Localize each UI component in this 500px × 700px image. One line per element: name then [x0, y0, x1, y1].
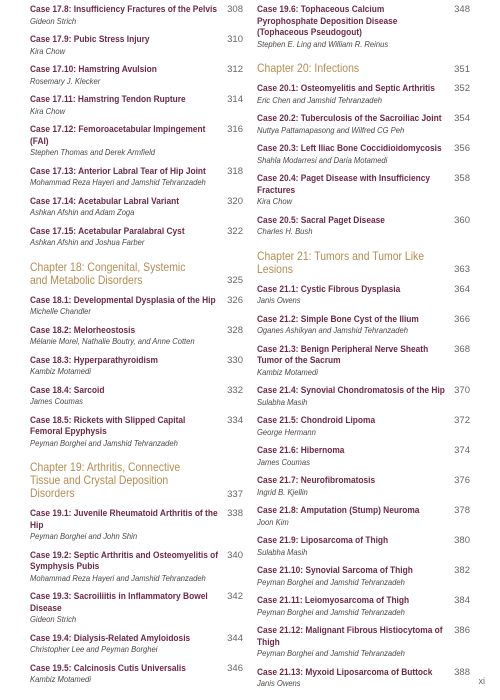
case-page-number: 334 — [227, 414, 243, 426]
case-authors: Peyman Borghei and John Shin — [30, 532, 138, 541]
case-authors: James Coumas — [257, 457, 310, 467]
case-page-number: 372 — [454, 415, 470, 426]
case-page-number: 380 — [454, 535, 470, 546]
toc-case-entry[interactable] — [30, 591, 243, 626]
chapter-title: Chapter 20: Infections — [257, 62, 360, 75]
case-text — [30, 355, 225, 378]
case-page-number: 314 — [227, 94, 243, 105]
toc-case-entry[interactable] — [30, 415, 243, 450]
case-page-number: 352 — [454, 83, 470, 94]
chapter-page-number: 325 — [227, 275, 243, 286]
case-text — [30, 4, 225, 27]
case-text — [30, 325, 225, 348]
case-text — [257, 173, 452, 208]
case-page-number: 374 — [454, 445, 470, 456]
case-text — [257, 565, 452, 588]
case-page-number: 308 — [227, 4, 243, 15]
case-authors: Gideon Strich — [30, 16, 77, 26]
case-text — [30, 508, 225, 543]
case-authors: Peyman Borghei and Jamshid Tehranzadeh — [257, 607, 405, 617]
case-text — [257, 445, 452, 468]
toc-case-entry[interactable] — [257, 415, 470, 438]
toc-case-entry[interactable] — [257, 83, 470, 106]
case-title: Case 18.4: Sarcoid — [30, 384, 105, 395]
toc-case-entry[interactable] — [257, 143, 470, 166]
toc-case-entry[interactable] — [257, 314, 470, 337]
case-title: Case 20.4: Paget Disease with Insufficiency Fractures — [257, 173, 431, 195]
chapter-title: Chapter 21: Tumors and Tumor Like Lesions — [257, 249, 425, 276]
case-text — [257, 415, 452, 438]
case-text — [30, 64, 225, 87]
case-text — [30, 295, 225, 318]
case-title: Case 17.8: Insufficiency Fractures of the Pelvis — [30, 4, 218, 14]
toc-case-entry[interactable] — [30, 196, 243, 219]
chapter-page-number: 351 — [454, 63, 470, 75]
case-page-number: 344 — [227, 632, 243, 644]
case-text — [257, 595, 452, 618]
case-text — [257, 4, 452, 50]
case-authors: Shahla Modarresi and Daria Motamedi — [257, 155, 388, 165]
toc-chapter-heading[interactable] — [30, 261, 243, 287]
case-text — [257, 314, 452, 337]
case-title: Case 17.14: Acetabular Labral Variant — [30, 195, 180, 206]
toc-case-entry[interactable] — [257, 173, 470, 208]
case-page-number: 378 — [454, 505, 470, 516]
case-title: Case 17.11: Hamstring Tendon Rupture — [30, 94, 186, 104]
case-text — [30, 663, 225, 686]
case-authors: Eric Chen and Jamshid Tehranzadeh — [257, 95, 383, 105]
case-title: Case 21.13: Myxoid Liposarcoma of Buttock — [257, 666, 433, 677]
case-text — [30, 591, 225, 626]
case-text — [257, 535, 452, 558]
case-title: Case 19.6: Tophaceous Calcium Pyrophosphate Deposition Disease (Tophaceous Pseudogout) — [257, 4, 398, 37]
case-authors: Kira Chow — [257, 197, 293, 206]
case-authors: Mohammad Reza Hayeri and Jamshid Tehranzadeh — [30, 573, 206, 583]
toc-case-entry[interactable] — [30, 166, 243, 189]
case-authors: Christopher Lee and Peyman Borghei — [30, 645, 158, 654]
case-title: Case 21.6: Hibernoma — [257, 445, 345, 455]
case-text — [30, 34, 225, 57]
case-page-number: 366 — [454, 313, 470, 325]
toc-case-entry[interactable] — [30, 550, 243, 585]
toc-case-entry[interactable] — [257, 113, 470, 136]
case-text — [257, 215, 452, 238]
case-authors: Kira Chow — [30, 46, 66, 56]
case-authors: Michelle Chandler — [30, 307, 91, 316]
toc-case-entry[interactable] — [257, 667, 470, 690]
case-page-number: 342 — [227, 591, 243, 602]
case-title: Case 21.8: Amputation (Stump) Neuroma — [257, 505, 420, 515]
case-authors: Ashkan Afshin and Adam Zoga — [30, 208, 135, 217]
toc-chapter-heading[interactable] — [257, 250, 470, 276]
case-authors: Sulabha Masih — [257, 547, 308, 557]
case-title: Case 18.5: Rickets with Slipped Capital Femoral Epyphysis — [30, 414, 186, 436]
case-title: Case 21.9: Liposarcoma of Thigh — [257, 535, 389, 545]
case-page-number: 326 — [227, 294, 243, 306]
case-authors: Stephen E. Ling and William R. Reinus — [257, 39, 389, 49]
case-authors: Kira Chow — [30, 106, 66, 116]
case-text — [257, 625, 452, 660]
case-page-number: 370 — [454, 385, 470, 396]
case-page-number: 346 — [227, 662, 243, 674]
case-title: Case 18.3: Hyperparathyroidism — [30, 354, 158, 365]
case-page-number: 348 — [454, 4, 470, 15]
case-title: Case 21.5: Chondroid Lipoma — [257, 415, 376, 425]
case-authors: Peyman Borghei and Jamshid Tehranzadeh — [257, 649, 405, 658]
case-text — [30, 166, 225, 189]
case-title: Case 17.13: Anterior Labral Tear of Hip Joint — [30, 165, 206, 176]
case-title: Case 18.1: Developmental Dysplasia of the Hip — [30, 294, 216, 305]
toc-case-entry[interactable] — [30, 124, 243, 159]
case-page-number: 338 — [227, 508, 243, 519]
case-page-number: 354 — [454, 113, 470, 124]
toc-case-entry[interactable] — [30, 385, 243, 408]
case-page-number: 316 — [227, 124, 243, 135]
toc-case-entry[interactable] — [257, 565, 470, 588]
case-title: Case 20.2: Tuberculosis of the Sacroiliac Joint — [257, 113, 442, 123]
case-authors: Peyman Borghei and Jamshid Tehranzadeh — [257, 577, 405, 587]
case-text — [30, 196, 225, 219]
case-title: Case 21.2: Simple Bone Cyst of the Ilium — [257, 313, 419, 324]
case-title: Case 21.10: Synovial Sarcoma of Thigh — [257, 565, 413, 575]
case-text — [30, 633, 225, 656]
case-page-number: 384 — [454, 595, 470, 606]
case-authors: Ingrid B. Kjellin — [257, 487, 308, 497]
case-authors: Kambiz Motamedi — [30, 675, 91, 684]
toc-chapter-heading[interactable] — [30, 461, 243, 500]
case-text — [30, 124, 225, 159]
toc-case-entry[interactable] — [257, 625, 470, 660]
case-page-number: 360 — [454, 214, 470, 226]
case-title: Case 17.15: Acetabular Paralabral Cyst — [30, 225, 185, 236]
case-text — [30, 94, 225, 117]
case-page-number: 322 — [227, 225, 243, 237]
case-title: Case 19.3: Sacroiliitis in Inflammatory Bowel Disease — [30, 591, 208, 613]
toc-case-entry[interactable] — [30, 64, 243, 87]
case-page-number: 332 — [227, 384, 243, 396]
case-text — [30, 415, 225, 450]
chapter-title: Chapter 19: Arthritis, Connective Tissue and Crystal Deposition Disorders — [30, 461, 181, 500]
case-title: Case 17.9: Pubic Stress Injury — [30, 34, 150, 44]
case-authors: Kambiz Motamedi — [257, 367, 318, 377]
case-authors: Peyman Borghei and Jamshid Tehranzadeh — [30, 438, 178, 448]
case-authors: Janis Owens — [257, 296, 301, 305]
toc-case-entry[interactable] — [30, 226, 243, 249]
toc-case-entry[interactable] — [257, 4, 470, 50]
case-authors: Oganes Ashikyan and Jamshid Tehranzadeh — [257, 326, 408, 335]
case-title: Case 19.2: Septic Arthritis and Osteomyelitis of Symphysis Pubis — [30, 549, 219, 571]
case-title: Case 18.2: Melorheostosis — [30, 324, 136, 335]
toc-chapter-heading[interactable] — [257, 62, 470, 75]
case-authors: Kambiz Motamedi — [30, 367, 91, 376]
toc-case-entry[interactable] — [257, 445, 470, 468]
case-page-number: 376 — [454, 475, 470, 486]
case-page-number: 310 — [227, 34, 243, 45]
toc-case-entry[interactable] — [257, 505, 470, 528]
case-authors: Rosemary J. Klecker — [30, 76, 101, 86]
chapter-page-number: 337 — [227, 488, 243, 500]
case-page-number: 340 — [227, 549, 243, 561]
case-text — [257, 143, 452, 166]
toc-case-entry[interactable] — [30, 508, 243, 543]
toc-case-entry[interactable] — [30, 94, 243, 117]
case-text — [257, 284, 452, 307]
case-title: Case 21.4: Synovial Chondromatosis of the Hip — [257, 385, 445, 395]
toc-case-entry[interactable] — [257, 344, 470, 379]
chapter-page-number: 363 — [454, 264, 470, 275]
toc-case-entry[interactable] — [257, 284, 470, 307]
case-title: Case 20.3: Left Iliac Bone Coccidioidomycosis — [257, 143, 442, 153]
case-text — [257, 475, 452, 498]
case-text — [257, 505, 452, 528]
case-text — [257, 667, 452, 690]
case-authors: Nuttya Pattamapasong and Wilfred CG Peh — [257, 125, 405, 135]
toc-case-entry[interactable] — [257, 475, 470, 498]
case-text — [257, 385, 452, 408]
case-page-number: 388 — [454, 666, 470, 678]
case-page-number: 368 — [454, 343, 470, 355]
case-title: Case 19.1: Juvenile Rheumatoid Arthritis of the Hip — [30, 508, 218, 530]
case-authors: Mohammad Reza Hayeri and Jamshid Tehranzadeh — [30, 178, 206, 187]
case-page-number: 358 — [454, 173, 470, 184]
case-authors: George Hermann — [257, 427, 316, 437]
toc-case-entry[interactable] — [30, 633, 243, 656]
page-folio: xi — [478, 676, 485, 686]
case-text — [30, 226, 225, 249]
case-page-number: 330 — [227, 354, 243, 366]
case-title: Case 21.3: Benign Peripheral Nerve Sheath Tumor of the Sacrum — [257, 343, 429, 365]
case-authors: Janis Owens — [257, 679, 301, 688]
toc-case-entry[interactable] — [30, 325, 243, 348]
case-page-number: 318 — [227, 165, 243, 177]
case-page-number: 364 — [454, 283, 470, 295]
toc-case-entry[interactable] — [30, 34, 243, 57]
toc-case-entry[interactable] — [30, 355, 243, 378]
toc-case-entry[interactable] — [30, 295, 243, 318]
case-page-number: 356 — [454, 143, 470, 154]
case-text — [30, 550, 225, 585]
case-title: Case 20.1: Osteomyelitis and Septic Arthritis — [257, 83, 435, 93]
case-title: Case 19.4: Dialysis-Related Amyloidosis — [30, 632, 191, 643]
case-page-number: 312 — [227, 64, 243, 75]
case-text — [30, 385, 225, 408]
case-authors: Stephen Thomas and Derek Armfield — [30, 148, 155, 157]
case-title: Case 20.5: Sacral Paget Disease — [257, 214, 385, 225]
case-page-number: 328 — [227, 324, 243, 336]
case-authors: Gideon Strich — [30, 615, 77, 624]
toc-left-column — [30, 4, 243, 693]
chapter-title: Chapter 18: Congenital, Systemic and Metabolic Disorders — [30, 260, 186, 287]
case-title: Case 21.1: Cystic Fibrous Dysplasia — [257, 283, 401, 294]
toc-case-entry[interactable] — [30, 663, 243, 686]
toc-case-entry[interactable] — [257, 595, 470, 618]
toc-right-column — [257, 4, 470, 697]
toc-case-entry[interactable] — [257, 385, 470, 408]
case-title: Case 17.12: Femoroacetabular Impingement (FAI) — [30, 124, 206, 146]
case-authors: Sulabha Masih — [257, 397, 308, 407]
case-title: Case 19.5: Calcinosis Cutis Universalis — [30, 662, 186, 673]
case-text — [257, 83, 452, 106]
case-authors: Charles H. Bush — [257, 227, 313, 236]
case-page-number: 320 — [227, 195, 243, 207]
case-authors: Mélanie Morel, Nathalie Boutry, and Anne Cotten — [30, 337, 195, 346]
case-authors: Joon Kim — [257, 517, 289, 527]
case-title: Case 17.10: Hamstring Avulsion — [30, 64, 157, 74]
case-page-number: 382 — [454, 565, 470, 576]
toc-case-entry[interactable] — [257, 215, 470, 238]
case-authors: James Coumas — [30, 397, 83, 406]
case-title: Case 21.12: Malignant Fibrous Histiocytoma of Thigh — [257, 625, 443, 647]
toc-case-entry[interactable] — [30, 4, 243, 27]
case-title: Case 21.7: Neurofibromatosis — [257, 475, 376, 485]
case-title: Case 21.11: Leiomyosarcoma of Thigh — [257, 595, 410, 605]
case-authors: Ashkan Afshin and Joshua Farber — [30, 238, 145, 247]
toc-case-entry[interactable] — [257, 535, 470, 558]
case-text — [257, 113, 452, 136]
case-page-number: 386 — [454, 625, 470, 636]
case-text — [257, 344, 452, 379]
